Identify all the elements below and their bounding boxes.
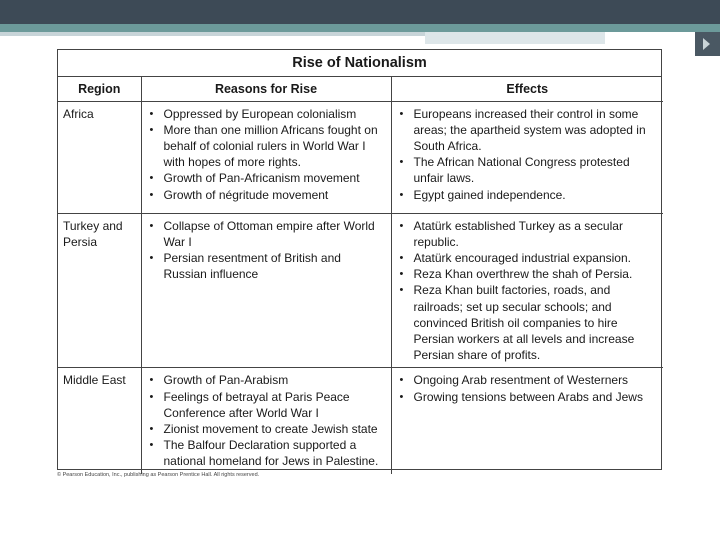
effects-list bbox=[397, 218, 660, 364]
effects-list bbox=[397, 106, 660, 203]
reasons-list bbox=[147, 106, 387, 203]
region-cell: Middle East bbox=[58, 368, 141, 474]
region-cell: Turkey and Persia bbox=[58, 213, 141, 368]
list-item: • Ongoing Arab resentment of Westerners bbox=[397, 372, 660, 388]
list-item: • Growth of négritude movement bbox=[147, 187, 387, 203]
table-row bbox=[58, 101, 663, 213]
slide-header-bar bbox=[0, 0, 720, 24]
header-effects: Effects bbox=[391, 77, 663, 101]
reasons-cell bbox=[141, 368, 391, 474]
reasons-list bbox=[147, 218, 387, 283]
header-reasons: Reasons for Rise bbox=[141, 77, 391, 101]
slide-accent-bar bbox=[0, 24, 720, 32]
list-item: • Collapse of Ottoman empire after World War I bbox=[147, 218, 387, 250]
list-item: • Growing tensions between Arabs and Jews bbox=[397, 389, 660, 405]
header-region: Region bbox=[58, 77, 141, 101]
effects-cell bbox=[391, 213, 663, 368]
table-row bbox=[58, 213, 663, 368]
list-item: • Europeans increased their control in some areas; the apartheid system was adopted in South Africa. bbox=[397, 106, 660, 155]
list-item: • More than one million Africans fought on behalf of colonial rulers in World War I with hopes of more rights. bbox=[147, 122, 387, 171]
list-item: • Reza Khan overthrew the shah of Persia. bbox=[397, 266, 660, 282]
slide-decor-stripe-2 bbox=[425, 32, 605, 44]
region-cell: Africa bbox=[58, 101, 141, 213]
reasons-cell bbox=[141, 213, 391, 368]
list-item: • Feelings of betrayal at Paris Peace Conference after World War I bbox=[147, 389, 387, 421]
list-item: • Oppressed by European colonialism bbox=[147, 106, 387, 122]
effects-cell bbox=[391, 101, 663, 213]
list-item: • Zionist movement to create Jewish state bbox=[147, 421, 387, 437]
list-item: • Growth of Pan-Africanism movement bbox=[147, 170, 387, 186]
header-row bbox=[58, 77, 663, 101]
list-item: • Atatürk established Turkey as a secular republic. bbox=[397, 218, 660, 250]
effects-cell bbox=[391, 368, 663, 474]
slide-decor-stripe bbox=[0, 32, 425, 36]
play-arrow-icon bbox=[703, 38, 710, 50]
list-item: • The African National Congress protested unfair laws. bbox=[397, 154, 660, 186]
reasons-cell bbox=[141, 101, 391, 213]
reasons-list bbox=[147, 372, 387, 469]
list-item: • Growth of Pan-Arabism bbox=[147, 372, 387, 388]
list-item: • Reza Khan built factories, roads, and railroads; set up secular schools; and convinced British oil companies to hire Persian workers at all levels and increase Persian share of profits. bbox=[397, 282, 660, 363]
data-table bbox=[58, 77, 663, 474]
list-item: • Atatürk encouraged industrial expansion. bbox=[397, 250, 660, 266]
list-item: • The Balfour Declaration supported a national homeland for Jews in Palestine. bbox=[147, 437, 387, 469]
table-row bbox=[58, 368, 663, 474]
list-item: • Persian resentment of British and Russian influence bbox=[147, 250, 387, 282]
list-item: • Egypt gained independence. bbox=[397, 187, 660, 203]
nationalism-table bbox=[57, 49, 662, 470]
effects-list bbox=[397, 372, 660, 404]
table-title: Rise of Nationalism bbox=[58, 50, 661, 77]
copyright-note: © Pearson Education, Inc., publishing as Pearson Prentice Hall. All rights reserved. bbox=[57, 472, 260, 478]
